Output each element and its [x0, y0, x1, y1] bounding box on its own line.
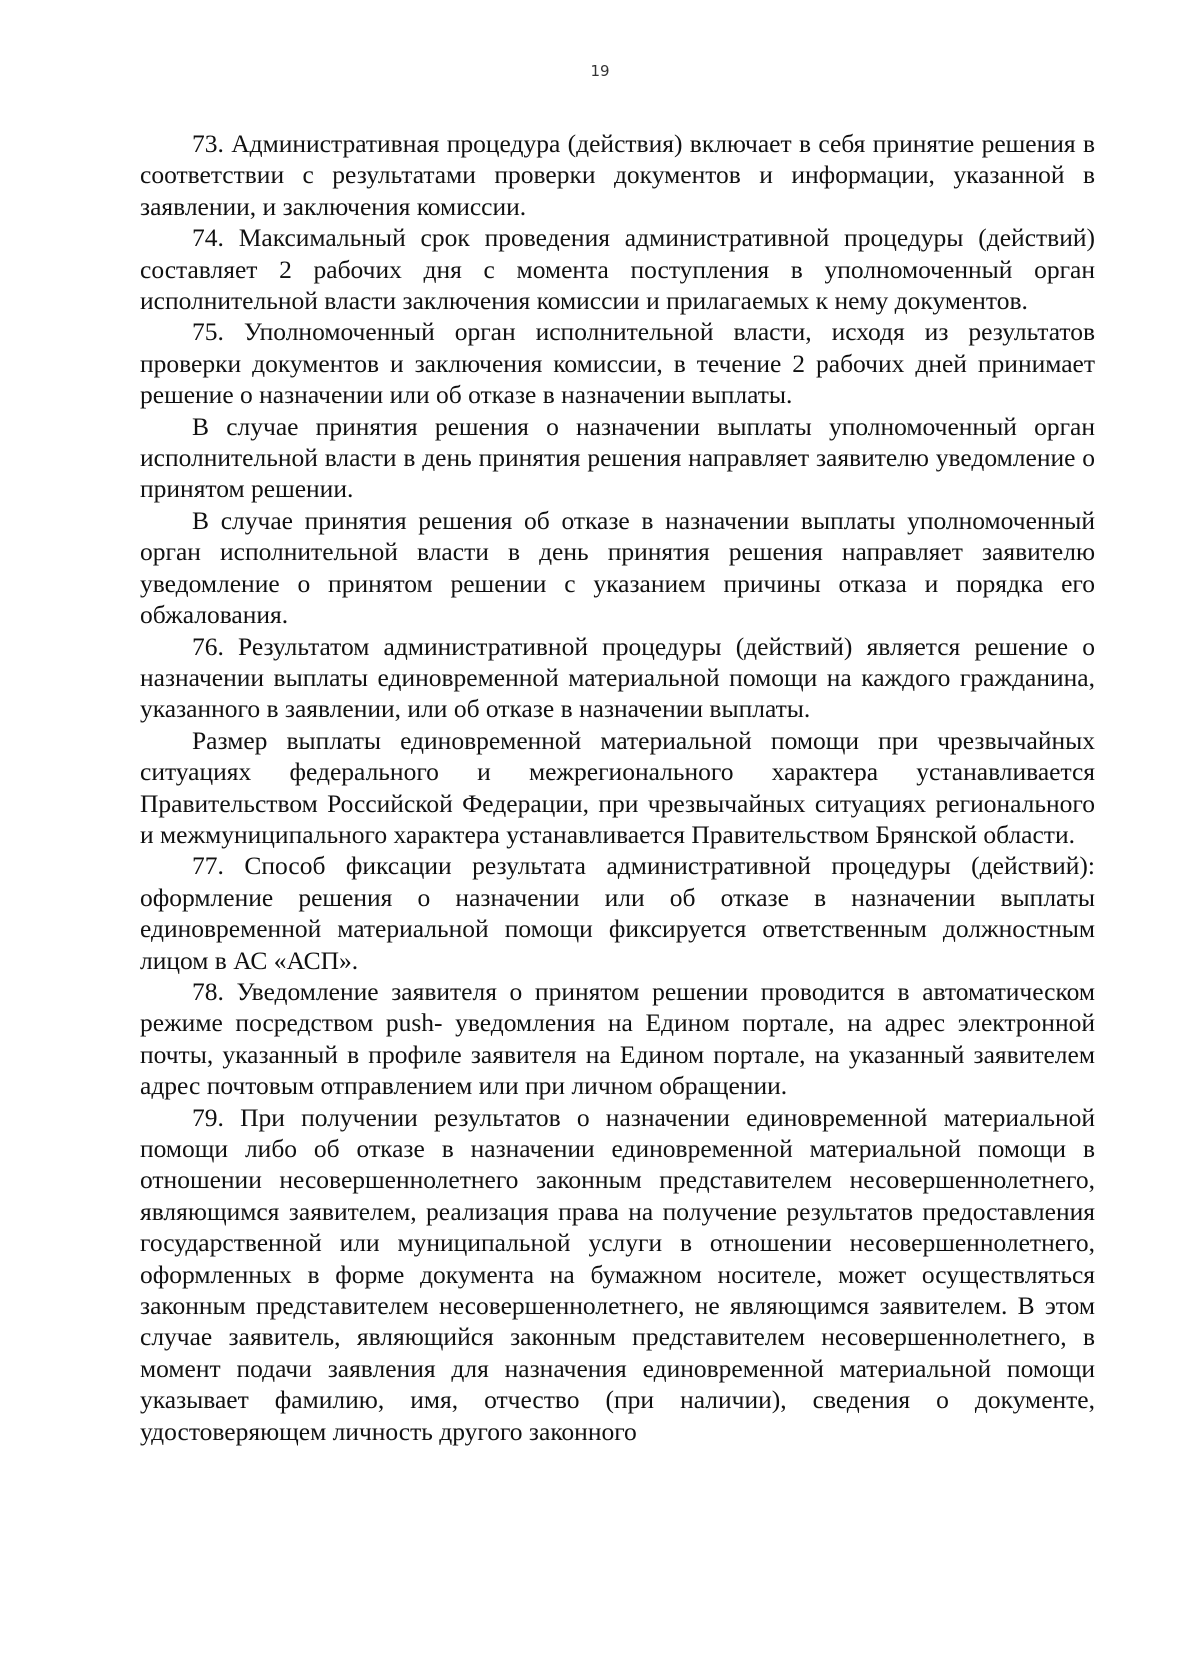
paragraph-76: 76. Результатом административной процедуры (действий) является решение о назначении выплаты единовременной материальной помощи на каждого гражданина, указанного в заявлении, или об отказе в назначении выплаты.	[140, 631, 1095, 724]
paragraph-77: 77. Способ фиксации результата административной процедуры (действий): оформление решения о назначении или об отказе в назначении выплаты единовременной материальной помощи фиксируется ответственным должностным лицом в АС «АСП».	[140, 851, 1095, 975]
paragraph-75-approval-case: В случае принятия решения о назначении выплаты уполномоченный орган исполнительной власти в день принятия решения направляет заявителю уведомление о принятом решении.	[140, 411, 1095, 504]
paragraph-78: 78. Уведомление заявителя о принятом решении проводится в автоматическом режиме посредством push- уведомления на Едином портале, на адрес электронной почты, указанный в профиле заявителя на Едином портале, на указанный заявителем адрес почтовым отправлением или при личном обращении.	[140, 976, 1095, 1101]
paragraph-75: 75. Уполномоченный орган исполнительной власти, исходя из результатов проверки документов и заключения комиссии, в течение 2 рабочих дней принимает решение о назначении или об отказе в назначении выплаты.	[140, 317, 1095, 410]
paragraph-74: 74. Максимальный срок проведения административной процедуры (действий) составляет 2 рабочих дня с момента поступления в уполномоченный орган исполнительной власти заключения комиссии и прилагаемых к нему документов.	[140, 223, 1095, 316]
paragraph-73: 73. Административная процедура (действия) включает в себя принятие решения в соответствии с результатами проверки документов и информации, указанной в заявлении, и заключения комиссии.	[140, 129, 1095, 221]
document-body	[140, 128, 1095, 1447]
page-number: 19	[590, 62, 610, 80]
paragraph-79: 79. При получении результатов о назначении единовременной материальной помощи либо об отказе в назначении единовременной материальной помощи в отношении несовершеннолетнего законным представителем несовершеннолетнего, являющимся заявителем, реализация права на получение результатов предоставления государственной или муниципальной услуги в отношении несовершеннолетнего, оформленных в форме документа на бумажном носителе, может осуществляться законным представителем несовершеннолетнего, не являющимся заявителем. В этом случае заявитель, являющийся законным представителем несовершеннолетнего, в момент подачи заявления для назначения единовременной материальной помощи указывает фамилию, имя, отчество (при наличии), сведения о документе, удостоверяющем личность другого законного	[140, 1102, 1095, 1446]
paragraph-75-refusal-case: В случае принятия решения об отказе в назначении выплаты уполномоченный орган исполнительной власти в день принятия решения направляет заявителю уведомление о принятом решении с указанием причины отказа и порядка его обжалования.	[140, 505, 1095, 630]
paragraph-76-payment-amount: Размер выплаты единовременной материальной помощи при чрезвычайных ситуациях федерального и межрегионального характера устанавливается Правительством Российской Федерации, при чрезвычайных ситуациях регионального и межмуниципального характера устанавливается Правительством Брянской области.	[140, 725, 1095, 849]
